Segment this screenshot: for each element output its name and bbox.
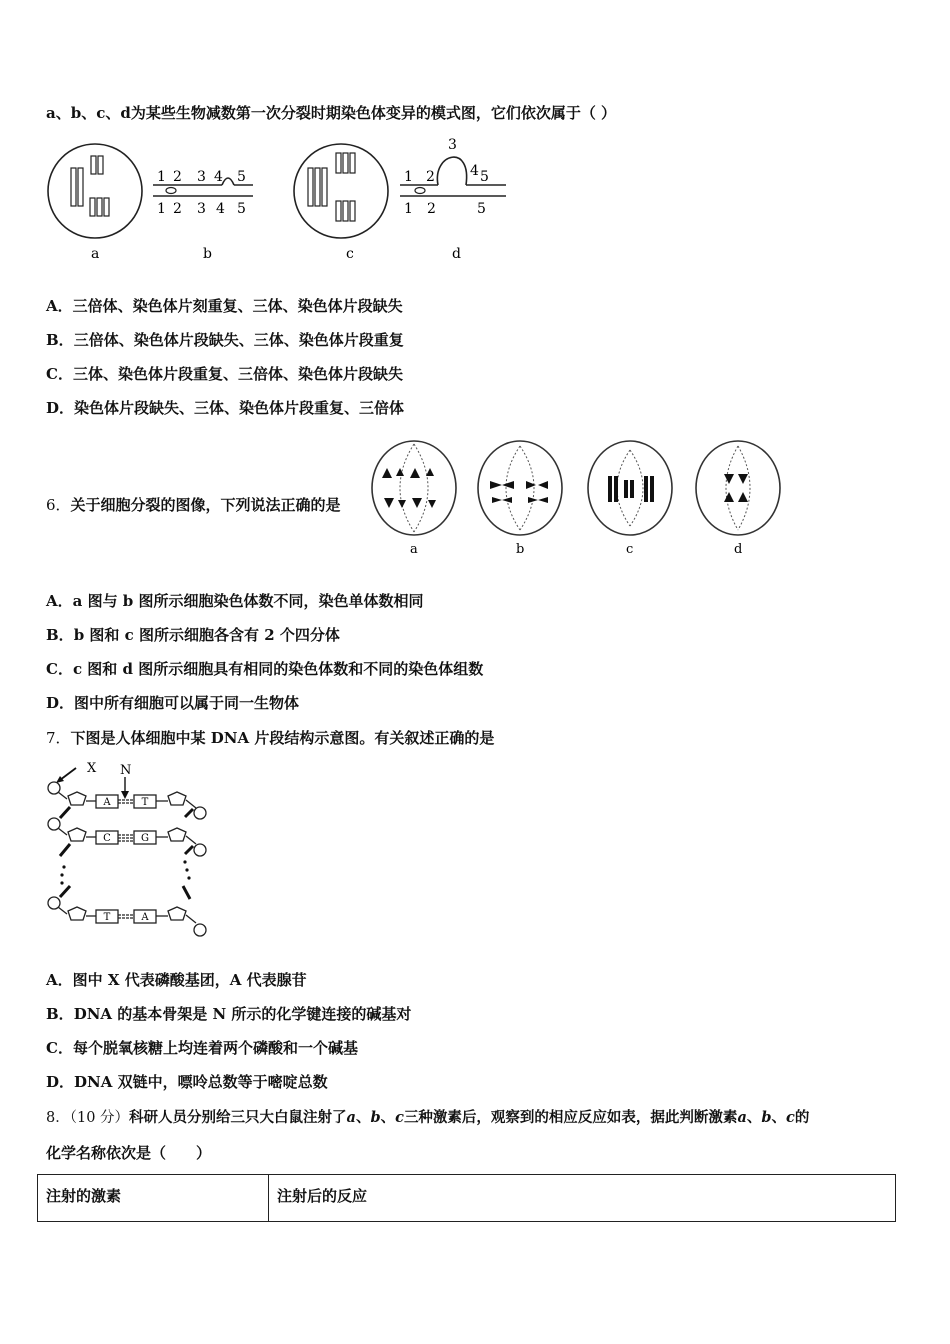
b-top-5: 5 [237, 169, 246, 185]
pair-2-left: C [103, 833, 111, 844]
b-bottom-2: 2 [173, 201, 182, 217]
table-header-reaction: 注射后的反应 [269, 1175, 896, 1222]
d-top-4: 4 [470, 163, 479, 179]
q5-label-d: d [452, 246, 461, 262]
q6-label-b: b [516, 542, 525, 557]
b-bottom-1: 1 [157, 201, 166, 217]
q6-option-c: C．c 图和 d 图所示细胞具有相同的染色体数和不同的染色体组数 [46, 660, 484, 678]
q5-label-c: c [346, 246, 354, 262]
b-top-3: 3 [197, 169, 206, 185]
q8-stem-line1: 8．（10 分）科研人员分别给三只大白鼠注射了a、b、c三种激素后，观察到的相应反应如表，据此判断激素a、b、c的 [46, 1109, 810, 1126]
q6-figure [368, 436, 793, 561]
d-top-1: 1 [404, 169, 413, 185]
q6-label-c: c [626, 542, 634, 557]
pair-1-left: A [103, 797, 111, 808]
q5-label-b: b [203, 246, 212, 262]
q5-option-a: A．三倍体、染色体片刻重复、三体、染色体片段缺失 [46, 297, 403, 315]
q7-option-a: A．图中 X 代表磷酸基团，A 代表腺苷 [46, 971, 307, 989]
q5-option-d: D．染色体片段缺失、三体、染色体片段重复、三倍体 [46, 399, 405, 417]
q5-cell-c [294, 144, 388, 238]
label-n: N [120, 763, 132, 778]
pair-1-right: T [141, 797, 149, 808]
pair-2-right: G [141, 833, 149, 844]
b-bottom-5: 5 [237, 201, 246, 217]
pair-3-left: T [103, 912, 111, 923]
table-row [38, 1175, 896, 1222]
q5-figure [40, 135, 520, 265]
q7-option-d: D．DNA 双链中，嘌呤总数等于嘧啶总数 [46, 1073, 328, 1091]
b-bottom-4: 4 [216, 201, 225, 217]
d-loop-3: 3 [448, 137, 457, 153]
b-top-2: 2 [173, 169, 182, 185]
q7-option-b: B．DNA 的基本骨架是 N 所示的化学键连接的碱基对 [46, 1005, 412, 1023]
b-top-4: 4 [214, 169, 223, 185]
q6-label-d: d [734, 542, 743, 557]
q6-stem: 6．关于细胞分裂的图像，下列说法正确的是 [46, 496, 341, 514]
pair-3-right: A [141, 912, 149, 923]
table-header-hormone: 注射的激素 [38, 1175, 269, 1222]
q5-option-c: C．三体、染色体片段重复、三倍体、染色体片段缺失 [46, 365, 403, 383]
q7-option-c: C．每个脱氧核糖上均连着两个磷酸和一个碱基 [46, 1039, 358, 1057]
q6-option-a: A．a 图与 b 图所示细胞染色体数不同，染色单体数相同 [46, 592, 424, 610]
q8-stem-line2: 化学名称依次是（ ） [46, 1144, 212, 1162]
d-bottom-2: 2 [427, 201, 436, 217]
q5-chromosome-b [153, 169, 253, 217]
q5-stem: a、b、c、d为某些生物减数第一次分裂时期染色体变异的模式图，它们依次属于（ ） [46, 104, 617, 122]
q6-label-a: a [410, 542, 418, 557]
b-bottom-3: 3 [197, 201, 206, 217]
q7-stem: 7．下图是人体细胞中某 DNA 片段结构示意图。有关叙述正确的是 [46, 729, 495, 747]
q6-option-b: B．b 图和 c 图所示细胞各含有 2 个四分体 [46, 626, 340, 644]
q5-cell-a [48, 144, 142, 238]
q8-table [37, 1174, 896, 1222]
d-top-5: 5 [480, 169, 489, 185]
b-top-1: 1 [157, 169, 166, 185]
d-top-2: 2 [426, 169, 435, 185]
label-x: X [87, 761, 97, 776]
d-bottom-1: 1 [404, 201, 413, 217]
q5-chromosome-d [400, 137, 506, 217]
q7-dna-figure [40, 758, 215, 943]
q5-label-a: a [91, 246, 100, 262]
q5-option-b: B．三倍体、染色体片段缺失、三体、染色体片段重复 [46, 331, 404, 349]
q6-option-d: D．图中所有细胞可以属于同一生物体 [46, 694, 300, 712]
d-bottom-5: 5 [477, 201, 486, 217]
